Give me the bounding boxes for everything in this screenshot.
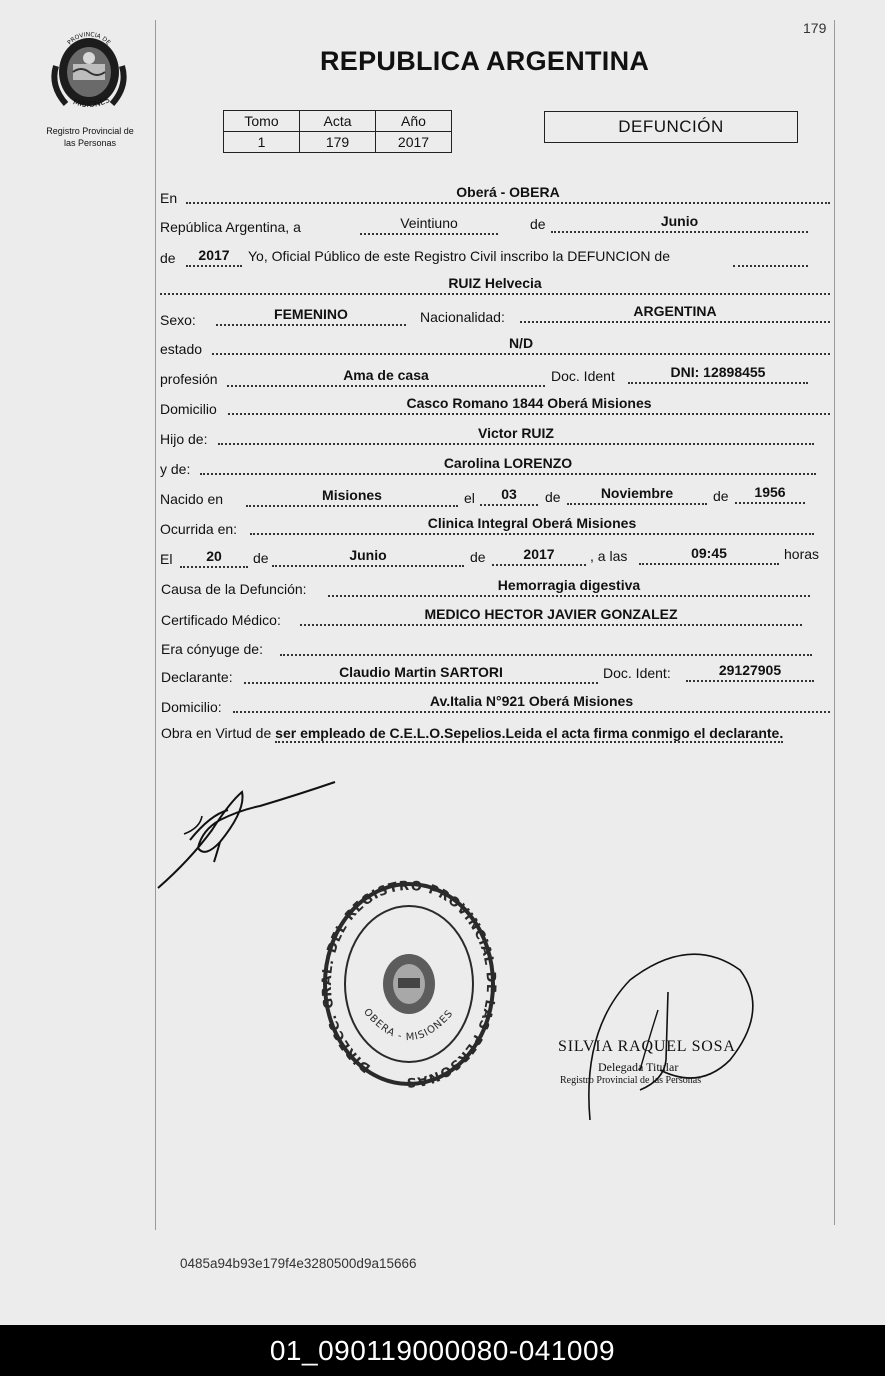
label-el-cap: El [160,551,173,567]
page-number: 179 [803,20,827,36]
footer-id-bar [0,1325,885,1376]
label-de-occ-mes: de [253,550,269,566]
crest-bottom-text: MISIONES [71,95,112,110]
field-nacido-anio: 1956 [735,484,805,504]
acta-header-anio: Año [376,111,452,132]
field-hora: 09:45 [639,545,779,565]
field-nacido-mes: Noviembre [567,485,707,505]
label-domicilio-2: Domicilio: [161,699,222,715]
label-horas: horas [784,546,820,562]
field-lugar: Oberá - OBERA [186,184,830,204]
document-hash: 0485a94b93e179f4e3280500d9a15666 [180,1256,417,1271]
field-declarante-doc: 29127905 [686,662,814,682]
label-de-nac-mes: de [545,489,561,505]
field-nombre: RUIZ Helvecia [160,275,830,295]
field-anio: 2017 [186,247,242,267]
field-obra-texto: ser empleado de C.E.L.O.Sepelios.Leida el acta firma conmigo el declarante. [275,725,784,741]
label-nacido-en: Nacido en [160,491,224,507]
label-certificado: Certificado Médico: [161,612,281,628]
field-dia-texto: Veintiuno [360,215,498,235]
field-mes: Junio [551,213,808,233]
acta-table [223,110,452,153]
registry-label-line1: Registro Provincial de [46,126,134,136]
field-nacido-dia: 03 [480,486,538,506]
field-padre: Victor RUIZ [218,425,814,445]
label-de: de [530,216,546,232]
field-ocurrida-lugar: Clinica Integral Oberá Misiones [250,515,814,535]
registry-label-line2: las Personas [63,138,117,148]
label-obra: Obra en Virtud de [161,725,272,741]
field-sexo: FEMENINO [216,306,406,326]
label-de-occ-anio: de [470,549,486,565]
label-causa: Causa de la Defunción: [161,581,307,597]
label-de-anio: de [160,250,176,266]
field-madre: Carolina LORENZO [200,455,816,475]
signatory-name: SILVIA RAQUEL SOSA [558,1038,736,1055]
signatory-role: Delegada Titular [598,1060,679,1074]
provincial-crest [46,26,132,118]
right-margin-line [834,20,835,1225]
label-ocurrida-en: Ocurrida en: [160,521,238,537]
label-a-las: , a las [590,548,628,564]
acta-value-anio: 2017 [376,132,452,153]
field-declarante: Claudio Martin SARTORI [244,664,598,684]
acta-header-acta: Acta [300,111,376,132]
field-fallecido-mes: Junio [272,547,464,567]
field-dni: DNI: 12898455 [628,364,808,384]
acta-value-tomo: 1 [224,132,300,153]
field-certificado: MEDICO HECTOR JAVIER GONZALEZ [300,606,802,626]
label-doc-ident-2: Doc. Ident: [603,665,671,681]
field-profesion: Ama de casa [227,367,545,387]
label-el: el [464,490,475,506]
obra-en-virtud [161,722,831,744]
field-nacionalidad: ARGENTINA [520,303,830,323]
official-stamp [320,880,498,1092]
label-de-nac-anio: de [713,488,729,504]
field-domicilio: Casco Romano 1844 Oberá Misiones [228,395,830,415]
label-hijo-de: Hijo de: [160,431,208,447]
stamp-inner-text: OBERA - MISIONES [361,1006,456,1044]
footer-id: 01_090119000080-041009 [269,1335,616,1366]
left-margin-line [155,20,156,1230]
page-title: REPUBLICA ARGENTINA [320,46,650,76]
label-nacionalidad: Nacionalidad: [420,309,505,325]
label-domicilio: Domicilio [160,401,217,417]
label-en: En [160,190,178,206]
label-y-de: y de: [160,461,191,477]
label-declarante: Declarante: [161,669,233,685]
field-declarante-domicilio: Av.Italia N°921 Oberá Misiones [233,693,830,713]
field-oficial-blank [733,247,808,267]
field-causa: Hemorragia digestiva [328,577,810,597]
field-conyuge [280,636,812,656]
label-republica: República Argentina, a [160,219,301,235]
label-oficial: Yo, Oficial Público de este Registro Civil inscribo la DEFUNCION de [248,248,670,264]
acta-header-tomo: Tomo [224,111,300,132]
registry-label [30,125,150,149]
field-fallecido-anio: 2017 [492,546,586,566]
label-estado: estado [160,341,203,357]
crest-top-text: PROVINCIA DE [66,31,112,47]
label-profesion: profesión [160,371,218,387]
record-type: DEFUNCIÓN [544,111,798,143]
label-sexo: Sexo: [160,312,196,328]
field-estado: N/D [212,335,830,355]
stamp-ring-text: DIRECC. GRAL. DEL REGISTRO PROVINCIAL DE LAS PERSONAS [320,880,498,1090]
label-conyuge: Era cónyuge de: [161,641,263,657]
stamp-emblem-icon [383,954,435,1014]
field-fallecido-dia: 20 [180,548,248,568]
signatory-registry: Registro Provincial de las Personas [560,1075,702,1086]
label-doc-ident: Doc. Ident [551,368,615,384]
field-nacido-lugar: Misiones [246,487,458,507]
acta-value-acta: 179 [300,132,376,153]
